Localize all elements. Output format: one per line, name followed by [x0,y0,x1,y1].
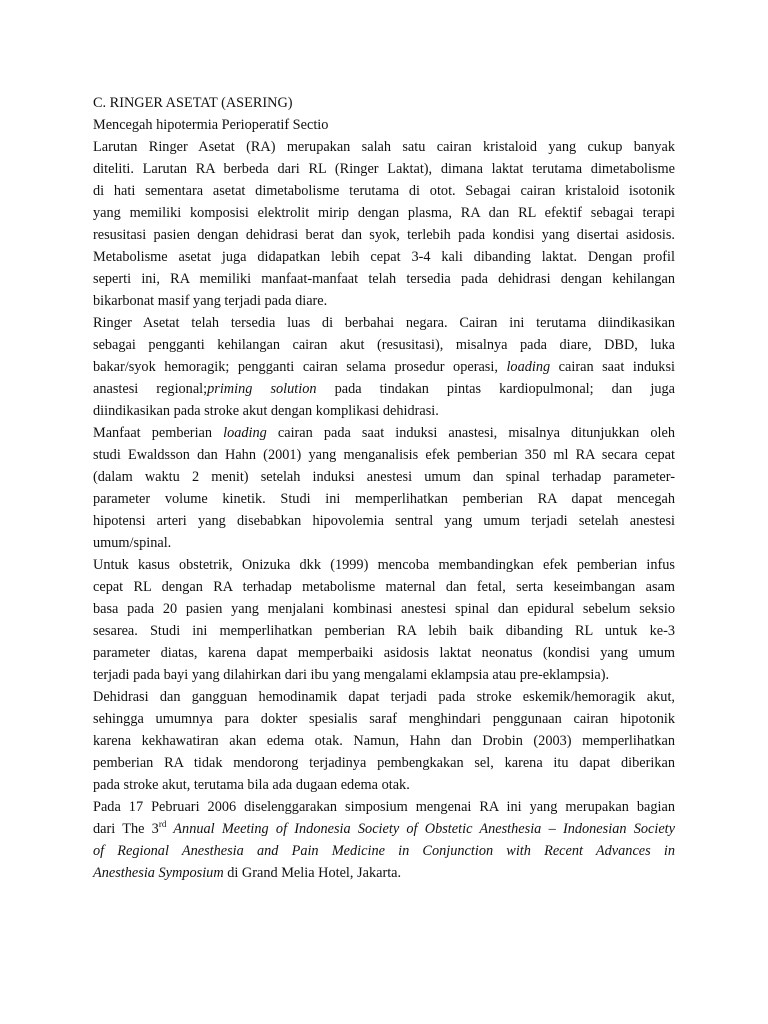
paragraph-4-line: basa pada 20 pasien yang menjalani kombinasi anestesi spinal dan epidural sebelum seksio [93,601,675,617]
paragraph-5-line: sehingga umumnya para dokter spesialis saraf menghindari penggunaan cairan hipotonik [93,711,675,727]
paragraph-1-line: yang memiliki komposisi elektrolit mirip dengan plasma, RA dan RL efektif sebagai terapi [93,205,675,221]
text-run: anastesi regional; [93,381,208,397]
paragraph-4-line: parameter diatas, karena dapat memperbaiki asidosis laktat neonatus (kondisi yang umum [93,645,675,661]
italic-term: loading [223,425,267,441]
paragraph-2-line: Ringer Asetat telah tersedia luas di berbahai negara. Cairan ini terutama diindikasikan [93,315,675,331]
italic-term: priming solution [207,381,317,397]
text-run: cairan pada saat induksi anastesi, misalnya ditunjukkan oleh [266,425,675,441]
italic-title: of Regional Anesthesia and Pain Medicine in Conjunction with Recent Advances in [93,843,675,859]
paragraph-2-line [93,378,675,400]
paragraph-1-line: seperti ini, RA memiliki manfaat-manfaat telah tersedia pada dehidrasi dengan kehilangan [93,271,675,287]
paragraph-4-line: Untuk kasus obstetrik, Onizuka dkk (1999) mencoba membandingkan efek pemberian infus [93,557,675,573]
paragraph-1-line: bikarbonat masif yang terjadi pada diare. [93,293,328,309]
paragraph-5-line: Dehidrasi dan gangguan hemodinamik dapat terjadi pada stroke eskemik/hemoragik akut, [93,689,675,705]
text-run: Manfaat pemberian [93,425,224,441]
paragraph-2-line: diindikasikan pada stroke akut dengan komplikasi dehidrasi. [93,403,439,419]
paragraph-1-line: resusitasi pasien dengan dehidrasi berat dan syok, terlebih pada kondisi yang disertai asidosis. [93,227,675,243]
italic-title: Annual Meeting of Indonesia Society of Obstetic Anesthesia – Indonesian Society [166,821,676,837]
paragraph-5-line: pada stroke akut, terutama bila ada dugaan edema otak. [93,777,410,793]
paragraph-4-line: terjadi pada bayi yang dilahirkan dari ibu yang mengalami eklampsia atau pre-eklampsia). [93,667,610,683]
paragraph-6-line [93,840,675,862]
text-run: dari The 3 [93,821,159,837]
paragraph-5-line: karena kekhawatiran akan edema otak. Namun, Hahn dan Drobin (2003) memperlihatkan [93,733,675,749]
section-heading: C. RINGER ASETAT (ASERING) [93,95,293,111]
paragraph-3-line: hipotensi arteri yang disebabkan hipovolemia sentral yang umum terjadi setelah anestesi [93,513,675,529]
italic-term: loading [506,359,551,375]
paragraph-6-line [93,818,675,840]
paragraph-3-line: (dalam waktu 2 menit) setelah induksi anestesi umum dan spinal terhadap parameter- [93,469,675,485]
paragraph-2-line [93,356,675,378]
paragraph-3-line: parameter volume kinetik. Studi ini memperlihatkan pemberian RA dapat mencegah [93,491,675,507]
italic-title: Anesthesia Symposium [93,865,224,881]
paragraph-5-line: pemberian RA tidak mendorong terjadinya pembengkakan sel, karena itu dapat diberikan [93,755,675,771]
paragraph-1-line: diteliti. Larutan RA berbeda dari RL (Ringer Laktat), dimana laktat terutama dimetabolisme [93,161,675,177]
paragraph-1-line: di hati sementara asetat dimetabolisme terutama di otot. Sebagai cairan kristaloid isotonik [93,183,675,199]
paragraph-6-line [93,862,675,884]
text-run: pada tindakan pintas kardiopulmonal; dan juga [316,381,675,397]
ordinal-superscript: rd [158,819,167,829]
section-subheading: Mencegah hipotermia Perioperatif Sectio [93,117,329,133]
paragraph-1-line: Metabolisme asetat juga didapatkan lebih cepat 3-4 kali dibanding laktat. Dengan profil [93,249,675,265]
paragraph-6-line: Pada 17 Pebruari 2006 diselenggarakan simposium mengenai RA ini yang merupakan bagian [93,799,675,815]
paragraph-3-line: studi Ewaldsson dan Hahn (2001) yang menganalisis efek pemberian 350 ml RA secara cepat [93,447,675,463]
paragraph-1-line: Larutan Ringer Asetat (RA) merupakan salah satu cairan kristaloid yang cukup banyak [93,139,675,155]
text-run: cairan saat induksi [550,359,675,375]
paragraph-4-line: sesarea. Studi ini memperlihatkan pemberian RA lebih baik dibanding RL untuk ke-3 [93,623,675,639]
paragraph-3-line: umum/spinal. [93,535,172,551]
text-run: bakar/syok hemoragik; pengganti cairan selama prosedur operasi, [93,359,507,375]
paragraph-3-line [93,422,675,444]
paragraph-2-line: sebagai pengganti kehilangan cairan akut (resusitasi), misalnya pada diare, DBD, luka [93,337,675,353]
document-page [93,92,675,884]
paragraph-4-line: cepat RL dengan RA terhadap metabolisme maternal dan fetal, serta keseimbangan asam [93,579,675,595]
text-run: di Grand Melia Hotel, Jakarta. [223,865,402,881]
